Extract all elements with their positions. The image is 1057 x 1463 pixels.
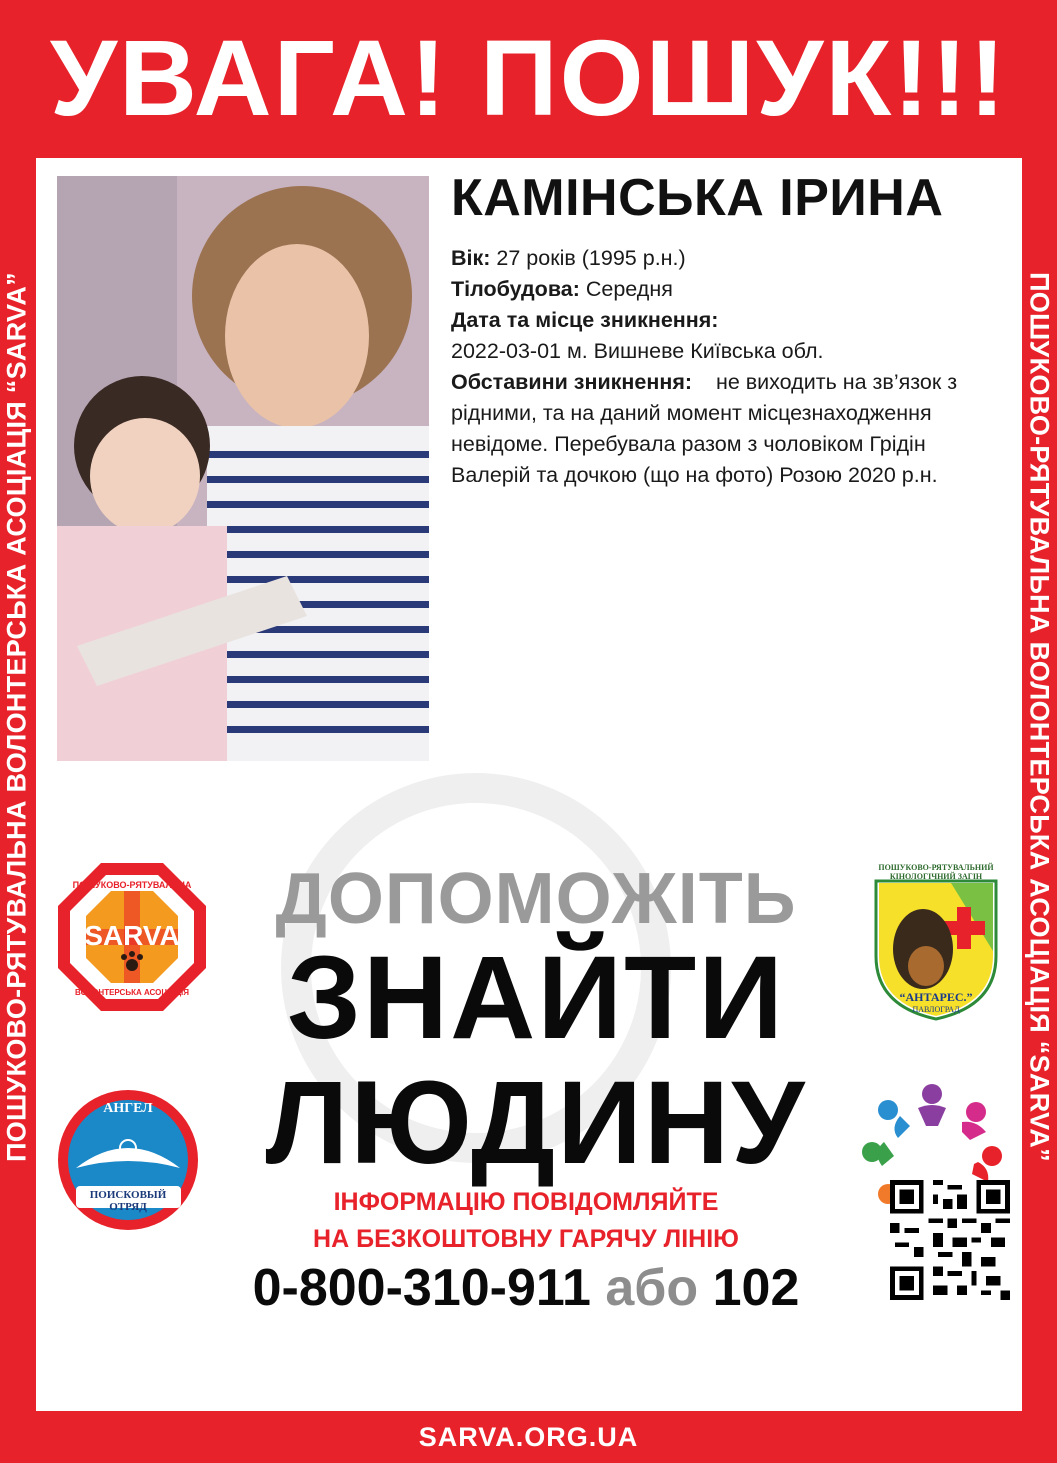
side-text-left: ПОШУКОВО-РЯТУВАЛЬНА ВОЛОНТЕРСЬКА АСОЦІАЦІЯ “SARVA”: [1, 272, 32, 1162]
build-label: Тілобудова:: [451, 277, 580, 301]
missing-person-name: КАМІНСЬКА ІРИНА: [451, 169, 944, 227]
content-sheet: [36, 158, 1022, 1411]
person-details: [451, 243, 1011, 491]
missing-person-photo: [57, 176, 429, 761]
angel-bottom1: ПОИСКОВЫЙ: [89, 1189, 167, 1201]
website-link[interactable]: SARVA.ORG.UA: [418, 1422, 639, 1452]
antares-top2: КІНОЛОГІЧНИЙ ЗАГІН: [889, 872, 983, 881]
phone-or: або: [605, 1259, 699, 1317]
age-value: 27 років (1995 р.н.): [490, 246, 686, 270]
find-line-2: ЛЮДИНУ: [265, 1057, 807, 1189]
sarva-logo-text: SARVA: [84, 920, 180, 951]
circumstances-label: Обставини зникнення:: [451, 370, 693, 394]
antares-city: ПАВЛОГРАД: [912, 1005, 960, 1014]
antares-top1: ПОШУКОВО-РЯТУВАЛЬНИЙ: [878, 863, 994, 872]
side-text-right: ПОШУКОВО-РЯТУВАЛЬНА ВОЛОНТЕРСЬКА АСОЦІАЦІЯ “SARVA”: [1024, 272, 1055, 1162]
phone-alt[interactable]: 102: [712, 1259, 800, 1317]
report-instructions: [216, 1184, 836, 1258]
sarva-logo: [56, 861, 208, 1013]
headline: УВАГА! ПОШУК!!!: [49, 17, 1008, 138]
hotline-phone: [186, 1258, 866, 1318]
phone-main[interactable]: 0-800-310-911: [252, 1259, 591, 1317]
angel-bottom2: ОТРЯД: [109, 1201, 147, 1213]
antares-name: “АНТАРЕС.”: [899, 990, 973, 1004]
antares-logo: [871, 861, 1001, 1021]
sarva-ring-top: ПОШУКОВО-РЯТУВАЛЬНА: [72, 880, 192, 890]
build-value: Середня: [579, 277, 673, 301]
angel-logo: [56, 1088, 201, 1233]
qr-code[interactable]: [890, 1180, 1010, 1300]
circumstances-value: не виходить на зв’язок з рідними, та на даний момент місцезнаходження невідоме. Перебувала разом з чоловіком Грідін Валерій та дочкою (що на фото) Розою 2020 р.н.: [451, 370, 964, 487]
find-line-1: ЗНАЙТИ: [286, 932, 786, 1064]
age-label: Вік:: [451, 246, 491, 270]
angel-top: АНГЕЛ: [103, 1101, 153, 1116]
sarva-ring-bottom: ВОЛОНТЕРСЬКА АСОЦІАЦІЯ: [74, 988, 190, 997]
report-line-1: ІНФОРМАЦІЮ ПОВІДОМЛЯЙТЕ: [333, 1188, 719, 1216]
date-place-label: Дата та місце зникнення:: [451, 308, 719, 332]
circumstances-row: [451, 367, 1011, 491]
age-row: [451, 243, 1011, 274]
report-line-2: НА БЕЗКОШТОВНУ ГАРЯЧУ ЛІНІЮ: [313, 1225, 739, 1253]
help-text: ДОПОМОЖІТЬ: [275, 859, 797, 939]
build-row: [451, 274, 1011, 305]
date-place-value: 2022-03-01 м. Вишневе Київська обл.: [451, 339, 824, 363]
photo-illustration: [57, 176, 429, 761]
